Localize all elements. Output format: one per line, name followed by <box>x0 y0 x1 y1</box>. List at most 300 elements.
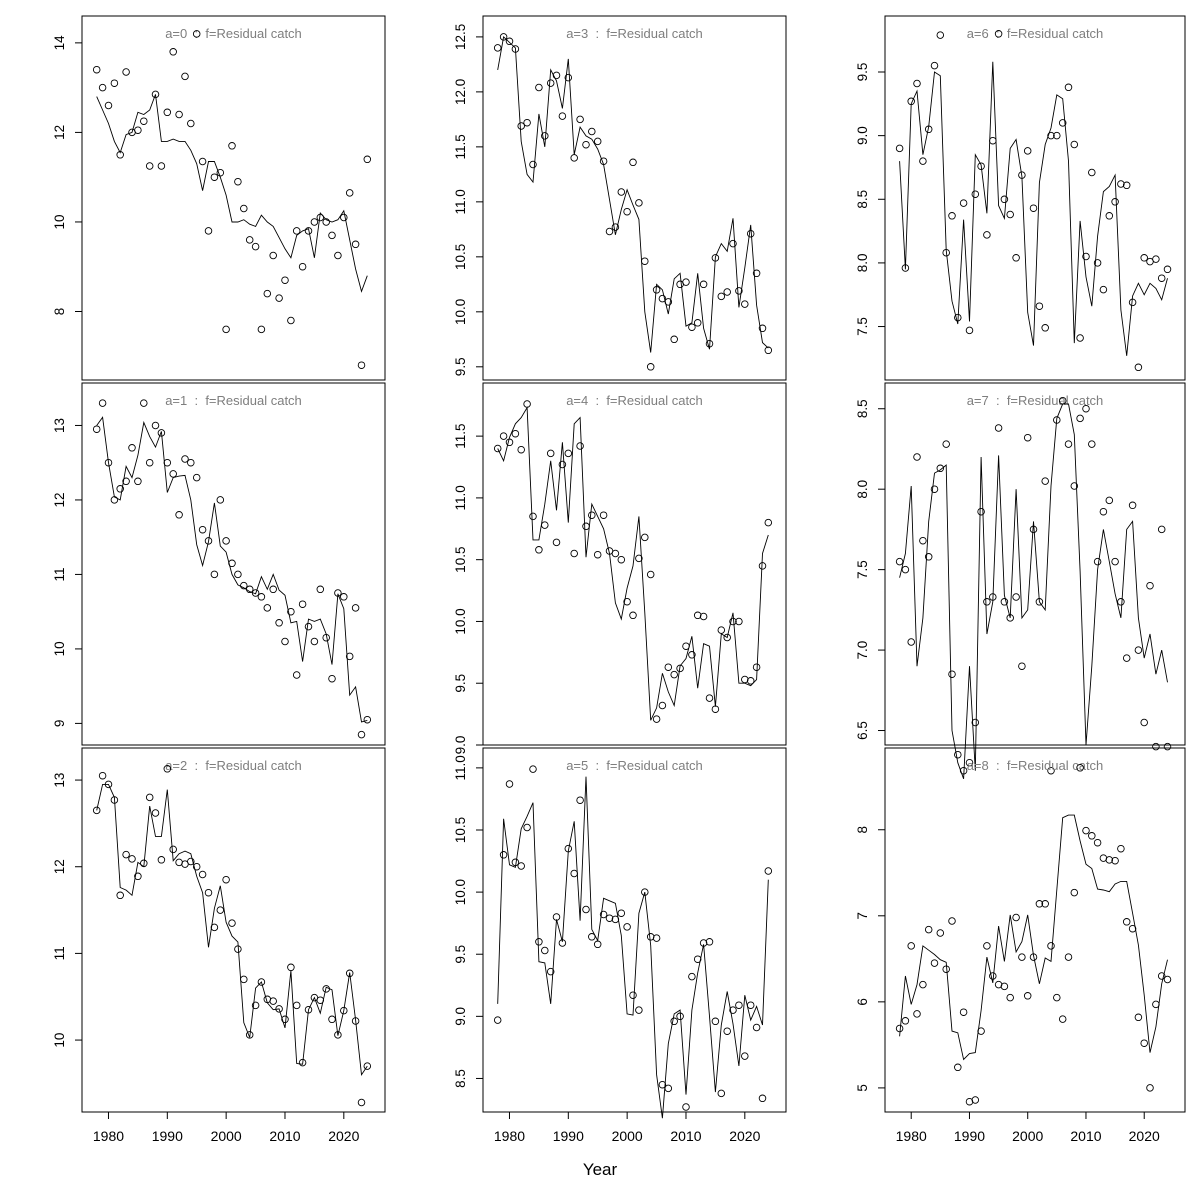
panel-a5 <box>453 748 786 1144</box>
y-tick-label: 12 <box>52 859 67 875</box>
data-point <box>931 62 938 69</box>
x-tick-label: 1990 <box>151 1128 183 1144</box>
panel-title: a=5 : f=Residual catch <box>566 758 703 773</box>
data-point <box>1100 286 1107 293</box>
data-point <box>135 478 142 485</box>
data-point <box>925 926 932 933</box>
data-point <box>252 243 259 250</box>
data-point <box>299 263 306 270</box>
data-point <box>896 145 903 152</box>
data-point <box>612 916 619 923</box>
data-point <box>524 824 531 831</box>
data-point <box>914 80 921 87</box>
data-point <box>1094 839 1101 846</box>
data-point <box>176 512 183 519</box>
panel-a1 <box>52 383 385 745</box>
data-point <box>329 232 336 239</box>
data-point <box>141 400 148 407</box>
data-point <box>547 80 554 87</box>
data-point <box>1089 441 1096 448</box>
y-tick-label: 7.0 <box>855 640 870 660</box>
data-point <box>583 523 590 530</box>
panel-title: a=3 : f=Residual catch <box>566 26 703 41</box>
data-point <box>235 571 242 578</box>
panel-a0 <box>52 16 385 380</box>
y-tick-label: 8 <box>855 825 870 834</box>
fit-line <box>900 62 1168 356</box>
data-point <box>547 450 554 457</box>
data-point <box>618 189 625 196</box>
data-point <box>920 537 927 544</box>
y-tick-label: 11.5 <box>453 423 468 449</box>
data-point <box>276 620 283 627</box>
data-point <box>949 671 956 678</box>
data-point <box>553 914 560 921</box>
data-point <box>158 163 165 170</box>
data-point <box>920 158 927 165</box>
data-point <box>329 675 336 682</box>
data-point <box>1123 919 1130 926</box>
y-tick-label: 9.5 <box>855 62 870 82</box>
data-point <box>229 560 236 567</box>
x-tick-label: 2010 <box>1070 1128 1102 1144</box>
data-point <box>984 599 991 606</box>
data-point <box>706 939 713 946</box>
data-point <box>542 947 549 954</box>
data-point <box>1153 743 1160 750</box>
panel-title: a=0 : f=Residual catch <box>165 26 302 41</box>
y-tick-label: 8.5 <box>855 189 870 209</box>
y-tick-label: 12 <box>52 124 67 140</box>
data-point <box>665 1085 672 1092</box>
y-tick-label: 11.0 <box>453 189 468 215</box>
data-point <box>293 1002 300 1009</box>
data-point <box>211 924 218 931</box>
data-point <box>99 400 106 407</box>
data-point <box>1071 141 1078 148</box>
data-point <box>960 1009 967 1016</box>
data-point <box>506 781 513 788</box>
y-tick-label: 10 <box>52 1032 67 1048</box>
data-point <box>542 522 549 529</box>
data-point <box>364 1063 371 1070</box>
y-tick-label: 8.5 <box>453 1069 468 1088</box>
data-point <box>724 289 731 296</box>
data-point <box>335 252 342 259</box>
data-point <box>223 538 230 545</box>
data-point <box>914 1011 921 1018</box>
data-point <box>530 766 537 773</box>
data-point <box>1141 1040 1148 1047</box>
panel-border <box>885 383 1185 745</box>
data-point <box>1112 558 1119 565</box>
data-point <box>530 161 537 168</box>
data-point <box>1164 743 1171 750</box>
y-tick-label: 9.0 <box>855 126 870 146</box>
panel-border <box>885 748 1185 1112</box>
data-point <box>358 731 365 738</box>
data-point <box>724 1028 731 1035</box>
data-point <box>955 751 962 758</box>
data-point <box>636 1007 643 1014</box>
data-point <box>129 445 136 452</box>
data-point <box>93 426 100 433</box>
data-point <box>1001 196 1008 203</box>
panel-a8 <box>855 748 1185 1144</box>
panel-border <box>483 748 786 1112</box>
data-point <box>1141 719 1148 726</box>
panel-border <box>82 748 385 1112</box>
data-point <box>170 846 177 853</box>
y-tick-label: 11.0 <box>453 755 468 781</box>
data-point <box>753 664 760 671</box>
data-point <box>246 237 253 244</box>
data-point <box>93 66 100 73</box>
data-point <box>694 320 701 327</box>
data-point <box>689 973 696 980</box>
data-point <box>329 1016 336 1023</box>
data-point <box>577 443 584 450</box>
data-point <box>1158 526 1165 533</box>
data-point <box>352 605 359 612</box>
data-point <box>984 232 991 239</box>
y-tick-label: 8.5 <box>855 399 870 419</box>
data-point <box>217 169 224 176</box>
data-point <box>571 155 578 162</box>
data-point <box>624 208 631 215</box>
y-tick-label: 11 <box>52 567 67 582</box>
data-point <box>559 113 566 120</box>
y-tick-label: 9.5 <box>453 357 468 377</box>
data-point <box>984 943 991 950</box>
data-point <box>1059 1016 1066 1023</box>
data-point <box>317 586 324 593</box>
data-point <box>199 871 206 878</box>
fit-line <box>97 784 368 1074</box>
data-point <box>352 241 359 248</box>
panel-a6 <box>855 16 1185 380</box>
data-point <box>647 364 654 371</box>
panel-border <box>82 16 385 380</box>
data-point <box>111 497 118 504</box>
data-point <box>765 868 772 875</box>
data-point <box>1129 502 1136 509</box>
data-point <box>937 32 944 39</box>
y-tick-label: 8.0 <box>855 253 870 273</box>
y-tick-label: 10 <box>52 214 67 230</box>
data-point <box>712 1018 719 1025</box>
data-point <box>972 1097 979 1104</box>
data-point <box>647 571 654 578</box>
data-point <box>506 38 513 45</box>
data-point <box>264 605 271 612</box>
data-point <box>1048 943 1055 950</box>
data-point <box>1030 205 1037 212</box>
data-point <box>536 939 543 946</box>
data-point <box>188 459 195 466</box>
data-point <box>653 716 660 723</box>
data-point <box>624 924 631 931</box>
data-point <box>594 551 601 558</box>
data-point <box>211 174 218 181</box>
data-point <box>642 534 649 541</box>
data-point <box>671 671 678 678</box>
data-point <box>943 441 950 448</box>
data-point <box>896 1025 903 1032</box>
y-tick-label: 11 <box>52 946 67 961</box>
data-point <box>1135 364 1142 371</box>
fit-line <box>97 417 368 722</box>
data-point <box>311 638 318 645</box>
y-tick-label: 11.5 <box>453 134 468 160</box>
data-point <box>1024 148 1031 155</box>
data-point <box>759 1095 766 1102</box>
data-point <box>258 594 265 601</box>
data-point <box>293 672 300 679</box>
data-point <box>341 594 348 601</box>
data-point <box>341 214 348 221</box>
data-point <box>594 138 601 145</box>
data-point <box>346 190 353 197</box>
data-point <box>960 200 967 207</box>
data-point <box>188 120 195 127</box>
data-point <box>1164 266 1171 273</box>
panel-title: a=6 : f=Residual catch <box>966 26 1104 41</box>
panel-a7 <box>855 383 1185 779</box>
data-point <box>618 910 625 917</box>
data-point <box>1007 211 1014 218</box>
fit-line <box>900 404 1168 779</box>
data-point <box>135 127 142 134</box>
panel-title: a=7 : f=Residual catch <box>966 393 1104 408</box>
data-point <box>908 639 915 646</box>
data-point <box>1065 954 1072 961</box>
y-tick-label: 9.0 <box>453 735 468 755</box>
data-point <box>358 1099 365 1106</box>
x-tick-label: 2020 <box>328 1128 360 1144</box>
data-point <box>1054 994 1061 1001</box>
data-point <box>176 111 183 118</box>
data-point <box>583 906 590 913</box>
data-point <box>164 109 171 116</box>
data-point <box>1024 434 1031 441</box>
data-point <box>949 213 956 220</box>
data-point <box>1123 655 1130 662</box>
data-point <box>317 997 324 1004</box>
data-point <box>500 852 507 859</box>
x-tick-label: 1990 <box>953 1128 986 1144</box>
data-point <box>1135 647 1142 654</box>
y-tick-label: 10 <box>52 641 67 657</box>
data-point <box>524 401 531 408</box>
data-point <box>571 550 578 557</box>
panel-title: a=1 : f=Residual catch <box>165 393 302 408</box>
data-point <box>123 851 130 858</box>
data-point <box>1153 256 1160 263</box>
data-point <box>1094 558 1101 565</box>
data-point <box>518 863 525 870</box>
fit-line <box>97 94 368 291</box>
y-tick-label: 12 <box>52 492 67 508</box>
data-point <box>270 252 277 259</box>
data-point <box>571 870 578 877</box>
data-point <box>671 1018 678 1025</box>
data-point <box>606 915 613 922</box>
y-tick-label: 11.0 <box>453 485 468 511</box>
data-point <box>700 613 707 620</box>
data-point <box>920 981 927 988</box>
panel-title: a=4 : f=Residual catch <box>566 393 703 408</box>
data-point <box>730 240 737 247</box>
data-point <box>642 258 649 265</box>
data-point <box>1147 1085 1154 1092</box>
data-point <box>99 772 106 779</box>
data-point <box>747 678 754 685</box>
data-point <box>241 976 248 983</box>
data-point <box>600 512 607 519</box>
fit-line <box>498 777 769 1119</box>
y-tick-label: 13 <box>52 772 67 788</box>
data-point <box>683 1104 690 1111</box>
data-point <box>995 425 1002 432</box>
data-point <box>1065 441 1072 448</box>
panel-a3 <box>453 16 786 380</box>
y-tick-label: 8.0 <box>855 479 870 499</box>
data-point <box>270 586 277 593</box>
data-point <box>630 159 637 166</box>
data-point <box>129 856 136 863</box>
data-point <box>241 205 248 212</box>
data-point <box>949 918 956 925</box>
data-point <box>689 324 696 331</box>
y-tick-label: 9 <box>52 719 67 728</box>
data-point <box>1077 335 1084 342</box>
data-point <box>1007 994 1014 1001</box>
data-point <box>589 512 596 519</box>
x-tick-label: 2020 <box>1128 1128 1160 1144</box>
data-point <box>1147 582 1154 589</box>
data-point <box>170 471 177 478</box>
data-point <box>712 706 719 713</box>
data-point <box>152 422 159 429</box>
x-tick-label: 1990 <box>552 1128 584 1144</box>
data-point <box>111 80 118 87</box>
data-point <box>193 474 200 481</box>
data-point <box>1100 508 1107 515</box>
data-point <box>117 892 124 899</box>
y-tick-label: 6 <box>855 998 870 1006</box>
data-point <box>577 797 584 804</box>
data-point <box>299 601 306 608</box>
data-point <box>966 327 973 334</box>
data-point <box>305 623 312 630</box>
data-point <box>146 163 153 170</box>
y-tick-label: 10.0 <box>453 878 468 906</box>
data-point <box>606 228 613 235</box>
data-point <box>653 935 660 942</box>
data-point <box>1019 954 1026 961</box>
data-point <box>235 178 242 185</box>
y-tick-label: 7.5 <box>855 317 870 336</box>
data-point <box>914 454 921 461</box>
y-tick-label: 9.5 <box>453 944 468 964</box>
x-tick-label: 2020 <box>729 1128 761 1144</box>
y-tick-label: 6.5 <box>855 721 870 740</box>
fit-line <box>900 815 1168 1059</box>
data-point <box>1089 169 1096 176</box>
data-point <box>1013 254 1020 261</box>
data-point <box>765 519 772 526</box>
panel-border <box>82 383 385 745</box>
data-point <box>1077 415 1084 422</box>
data-point <box>937 930 944 937</box>
y-tick-label: 10.0 <box>453 608 468 635</box>
data-point <box>270 998 277 1005</box>
data-point <box>536 84 543 91</box>
data-point <box>358 362 365 369</box>
data-point <box>364 716 371 723</box>
data-point <box>146 459 153 466</box>
data-point <box>1013 594 1020 601</box>
data-point <box>683 643 690 650</box>
data-point <box>742 301 749 308</box>
data-point <box>1106 497 1113 504</box>
data-point <box>978 1028 985 1035</box>
data-point <box>694 956 701 963</box>
y-tick-label: 12.5 <box>453 23 468 51</box>
data-point <box>612 224 619 231</box>
data-point <box>1019 663 1026 670</box>
data-point <box>630 612 637 619</box>
data-point <box>536 547 543 554</box>
data-point <box>665 664 672 671</box>
data-point <box>105 102 112 109</box>
data-point <box>494 1017 501 1024</box>
x-tick-label: 2010 <box>269 1128 301 1144</box>
x-tick-label: 2000 <box>210 1128 242 1144</box>
data-point <box>205 228 212 235</box>
data-point <box>229 143 236 150</box>
y-tick-label: 14 <box>52 35 67 51</box>
data-point <box>1153 1001 1160 1008</box>
data-point <box>293 228 300 235</box>
data-point <box>364 156 371 163</box>
x-tick-label: 2000 <box>1012 1128 1044 1144</box>
data-point <box>288 317 295 324</box>
data-point <box>1001 599 1008 606</box>
data-point <box>630 992 637 999</box>
data-point <box>1065 84 1072 91</box>
data-point <box>589 934 596 941</box>
data-point <box>636 200 643 207</box>
data-point <box>1118 599 1125 606</box>
data-point <box>618 556 625 563</box>
data-point <box>288 964 295 971</box>
panel-title: a=2 : f=Residual catch <box>165 758 302 773</box>
data-point <box>211 571 218 578</box>
data-point <box>1083 827 1090 834</box>
data-point <box>152 810 159 817</box>
data-point <box>223 876 230 883</box>
data-point <box>1106 213 1113 220</box>
data-point <box>182 73 189 80</box>
y-tick-label: 13 <box>52 417 67 433</box>
data-point <box>500 433 507 440</box>
data-point <box>170 49 177 56</box>
data-point <box>553 539 560 546</box>
data-point <box>990 137 997 144</box>
y-tick-label: 7 <box>855 912 870 920</box>
